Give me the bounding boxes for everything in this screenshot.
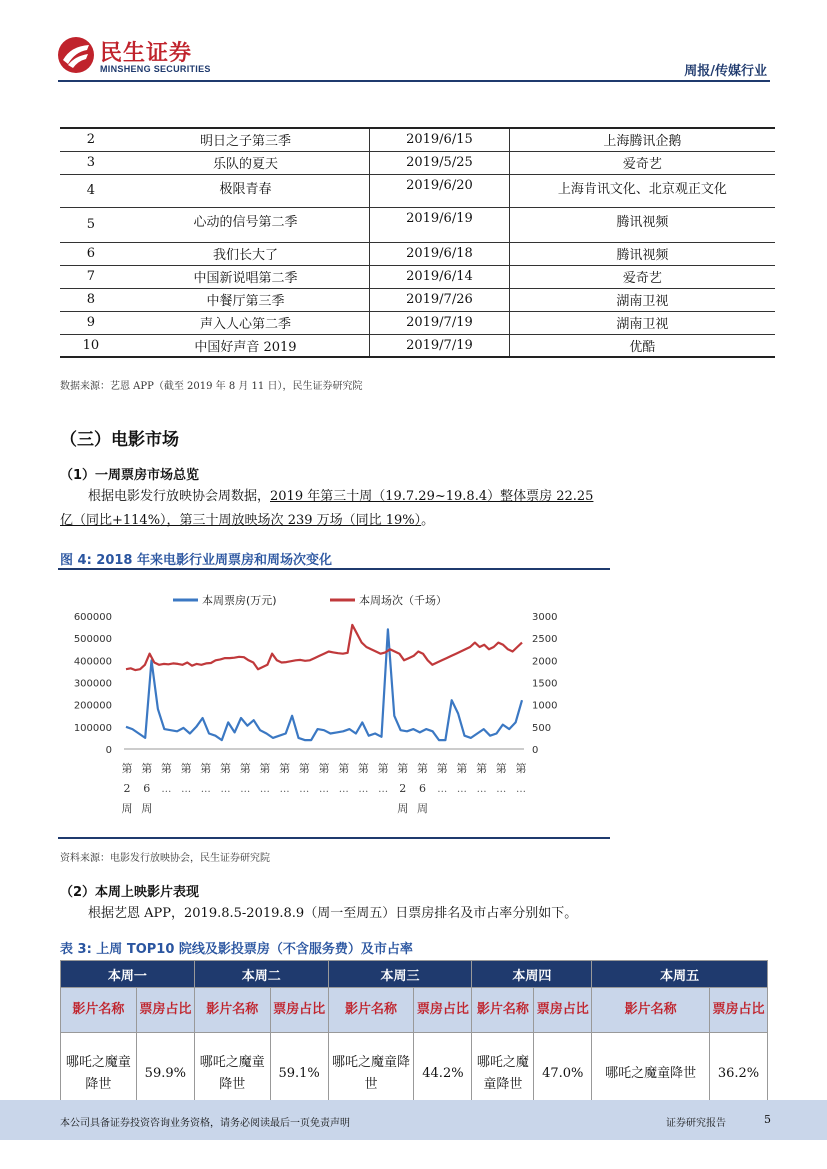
rank-cell: 10 (82, 337, 100, 353)
show-name-cell: 明日之子第三季 (199, 134, 291, 150)
figure-source: 资料来源：电影发行放映协会，民生证券研究院 (60, 853, 270, 864)
x-tick-label: 周 (417, 802, 428, 815)
report-category: 周报/传媒行业 (684, 64, 767, 79)
x-tick-ellipsis: … (319, 784, 329, 795)
section-title: （三）电影市场 (60, 430, 179, 450)
x-tick-label: 第 (456, 762, 468, 775)
x-tick-label: 第 (160, 762, 172, 775)
x-tick-label: 第 (298, 762, 310, 775)
show-name-cell: 中国新说唱第二季 (193, 271, 298, 286)
date-cell: 2019/6/19 (370, 207, 510, 242)
y-right-tick-label: 1000 (532, 700, 558, 712)
platform-cell: 优酷 (509, 334, 775, 357)
paragraph-lead: 根据电影发行放映协会周数据， (88, 489, 271, 504)
film-name-cell: 哪吒之魔童降世 (194, 1033, 270, 1116)
x-tick-label: 第 (495, 762, 507, 775)
figure-bottom-rule (58, 837, 610, 839)
date-cell: 2019/6/18 (370, 242, 510, 265)
x-tick-label: 第 (417, 762, 428, 775)
date-cell: 2019/7/19 (370, 334, 510, 357)
paragraph-line-1 (88, 485, 593, 509)
x-tick-ellipsis: … (437, 784, 448, 795)
show-name-cell: 心动的信号第二季 (193, 214, 298, 230)
rank-cell: 4 (86, 183, 96, 198)
x-tick-ellipsis: … (161, 784, 172, 795)
film-name-header: 影片名称 (194, 988, 270, 1033)
y-right-tick-label: 500 (532, 722, 552, 734)
film-name-header: 影片名称 (61, 988, 137, 1033)
film-name-header: 影片名称 (328, 988, 414, 1033)
x-tick-ellipsis: … (358, 784, 369, 795)
x-tick-label: 第 (357, 762, 369, 775)
legend-shows-label: 本周场次（千场） (359, 594, 447, 607)
date-cell: 2019/6/15 (370, 128, 510, 151)
date-cell: 2019/7/26 (370, 288, 510, 311)
date-cell: 2019/7/19 (370, 311, 510, 334)
x-tick-label: 第 (318, 762, 330, 775)
date-cell: 2019/5/25 (370, 151, 510, 174)
table-row (60, 207, 775, 242)
x-tick-label: 第 (515, 762, 527, 775)
y-left-tick-label: 400000 (73, 656, 112, 668)
x-tick-label: 第 (338, 762, 350, 775)
x-tick-ellipsis: … (476, 784, 487, 795)
table-row (60, 334, 775, 357)
x-tick-label: 第 (200, 762, 212, 775)
y-left-tick-label: 600000 (73, 612, 112, 623)
date-cell: 2019/6/20 (370, 174, 510, 207)
x-tick-ellipsis: … (259, 784, 270, 795)
y-right-tick-label: 1500 (532, 678, 558, 690)
paragraph-line-2 (60, 509, 434, 533)
platform-cell: 湖南卫视 (509, 311, 775, 334)
paragraph-2: 根据艺恩 APP，2019.8.5-2019.8.9（周一至周五）日票房排名及市占率分别如下。 (88, 906, 578, 921)
y-right-tick-label: 2000 (532, 656, 558, 668)
share-header: 票房占比 (534, 988, 592, 1033)
y-left-tick-label: 100000 (73, 722, 112, 734)
table-row (60, 265, 775, 288)
x-tick-label: 第 (279, 762, 291, 775)
table3-title: 表 3: 上周 TOP10 院线及影投票房（不含服务费）及市占率 (60, 942, 413, 957)
y-right-tick-label: 2500 (532, 634, 558, 646)
subsection-title-2: （2）本周上映影片表现 (60, 885, 200, 900)
table-row (60, 311, 775, 334)
platform-cell: 上海肯讯文化、北京观正文化 (509, 174, 775, 207)
table-row (60, 128, 775, 151)
brand-logo-icon (57, 36, 95, 74)
rank-cell: 6 (86, 246, 96, 261)
y-left-tick-label: 300000 (73, 678, 112, 690)
x-tick-ellipsis: … (496, 784, 507, 795)
brand-name-en: MINSHENG SECURITIES (100, 64, 211, 74)
rank-cell: 3 (86, 155, 96, 170)
paragraph-underlined-1: 2019 年第三十周（19.7.29~19.8.4）整体票房 22.25 (270, 489, 594, 504)
legend-box-office-label: 本周票房(万元) (202, 594, 277, 607)
subsection-title-1: （1）一周票房市场总览 (60, 468, 200, 483)
share-header: 票房占比 (270, 988, 328, 1033)
x-tick-label: 第 (239, 762, 251, 775)
y-right-tick-label: 3000 (532, 612, 558, 623)
table-row (60, 174, 775, 207)
y-left-tick-label: 0 (105, 745, 112, 756)
y-left-tick-label: 200000 (73, 700, 112, 712)
y-right-tick-label: 0 (532, 745, 539, 756)
x-tick-label: 第 (436, 762, 448, 775)
x-tick-ellipsis: … (378, 784, 389, 795)
page-number: 5 (764, 1113, 771, 1126)
rank-cell: 8 (86, 292, 96, 307)
film-name-header: 影片名称 (472, 988, 534, 1033)
share-cell: 47.0% (534, 1033, 592, 1116)
x-tick-week-number: 2 (123, 782, 131, 795)
x-tick-ellipsis: … (181, 784, 192, 795)
date-cell: 2019/6/14 (370, 265, 510, 288)
x-tick-ellipsis: … (200, 784, 211, 795)
x-tick-label: 周 (141, 802, 153, 815)
day-header: 本周三 (328, 961, 472, 988)
show-name-cell: 极限青春 (219, 181, 272, 197)
rank-cell: 7 (86, 269, 96, 284)
x-tick-label: 第 (121, 762, 133, 775)
figure-title: 图 4: 2018 年来电影行业周票房和周场次变化 (60, 553, 333, 568)
film-name-cell: 哪吒之魔童降世 (61, 1033, 137, 1116)
x-tick-label: 第 (180, 762, 192, 775)
share-header: 票房占比 (136, 988, 194, 1033)
x-tick-label: 第 (476, 762, 488, 775)
share-header: 票房占比 (414, 988, 472, 1033)
show-name-cell: 乐队的夏天 (212, 157, 278, 172)
x-tick-label: 周 (121, 802, 133, 815)
day-header: 本周四 (472, 961, 592, 988)
x-tick-ellipsis: … (516, 784, 526, 795)
film-name-cell: 哪吒之魔童降世 (472, 1033, 534, 1116)
x-tick-label: 第 (259, 762, 271, 775)
x-tick-label: 第 (220, 762, 231, 775)
day-header: 本周五 (592, 961, 768, 988)
daily-box-office-table (60, 960, 768, 1116)
x-tick-week-number: 6 (143, 782, 151, 795)
film-name-cell: 哪吒之魔童降世 (328, 1033, 414, 1116)
x-tick-label: 第 (377, 762, 389, 775)
film-name-cell: 哪吒之魔童降世 (592, 1033, 710, 1116)
box-office-chart (58, 585, 610, 825)
share-header: 票房占比 (709, 988, 767, 1033)
brand-name-cn: 民生证券 (100, 41, 193, 66)
table-row (60, 288, 775, 311)
day-header: 本周二 (194, 961, 328, 988)
platform-cell: 腾讯视频 (509, 242, 775, 265)
paragraph-underlined-2: 亿（同比+114%），第三十周放映场次 239 万场（同比 19%） (60, 513, 422, 528)
table-row (60, 242, 775, 265)
platform-cell: 湖南卫视 (509, 288, 775, 311)
day-header: 本周一 (61, 961, 195, 988)
x-tick-label: 第 (397, 762, 409, 775)
x-tick-ellipsis: … (240, 784, 251, 795)
x-tick-ellipsis: … (299, 784, 310, 795)
x-tick-label: 第 (141, 762, 153, 775)
show-name-cell: 中餐厅第三季 (206, 294, 285, 309)
x-tick-ellipsis: … (220, 784, 231, 795)
shows-series-line (126, 625, 522, 670)
x-tick-ellipsis: … (338, 784, 349, 795)
variety-show-ranking-table (60, 127, 775, 358)
rank-cell: 2 (86, 132, 96, 148)
film-name-header: 影片名称 (592, 988, 710, 1033)
x-tick-week-number: 6 (419, 782, 426, 795)
footer-disclaimer: 本公司具备证券投资咨询业务资格，请务必阅读最后一页免责声明 (60, 1118, 350, 1129)
share-cell: 36.2% (709, 1033, 767, 1116)
rank-cell: 5 (86, 217, 96, 232)
x-tick-week-number: 2 (399, 782, 407, 795)
show-name-cell: 声入人心第二季 (199, 317, 291, 332)
header-divider (58, 80, 770, 82)
x-tick-ellipsis: … (279, 784, 290, 795)
platform-cell: 爱奇艺 (509, 265, 775, 288)
figure-top-rule (58, 568, 610, 570)
share-cell: 59.9% (136, 1033, 194, 1116)
show-name-cell: 我们长大了 (212, 248, 278, 263)
y-left-tick-label: 500000 (73, 634, 112, 646)
box-office-series-line (126, 629, 522, 740)
paragraph-end: 。 (421, 513, 435, 528)
share-cell: 59.1% (270, 1033, 328, 1116)
platform-cell: 爱奇艺 (509, 151, 775, 174)
x-tick-label: 周 (397, 802, 409, 815)
platform-cell: 上海腾讯企鹅 (509, 128, 775, 151)
x-tick-ellipsis: … (456, 784, 467, 795)
share-cell: 44.2% (414, 1033, 472, 1116)
table-row (60, 151, 775, 174)
platform-cell: 腾讯视频 (509, 207, 775, 242)
table1-source: 数据来源：艺恩 APP（截至 2019 年 8 月 11 日），民生证券研究院 (60, 381, 363, 392)
rank-cell: 9 (86, 315, 96, 330)
footer-label: 证券研究报告 (666, 1118, 726, 1129)
show-name-cell: 中国好声音 2019 (194, 339, 297, 355)
